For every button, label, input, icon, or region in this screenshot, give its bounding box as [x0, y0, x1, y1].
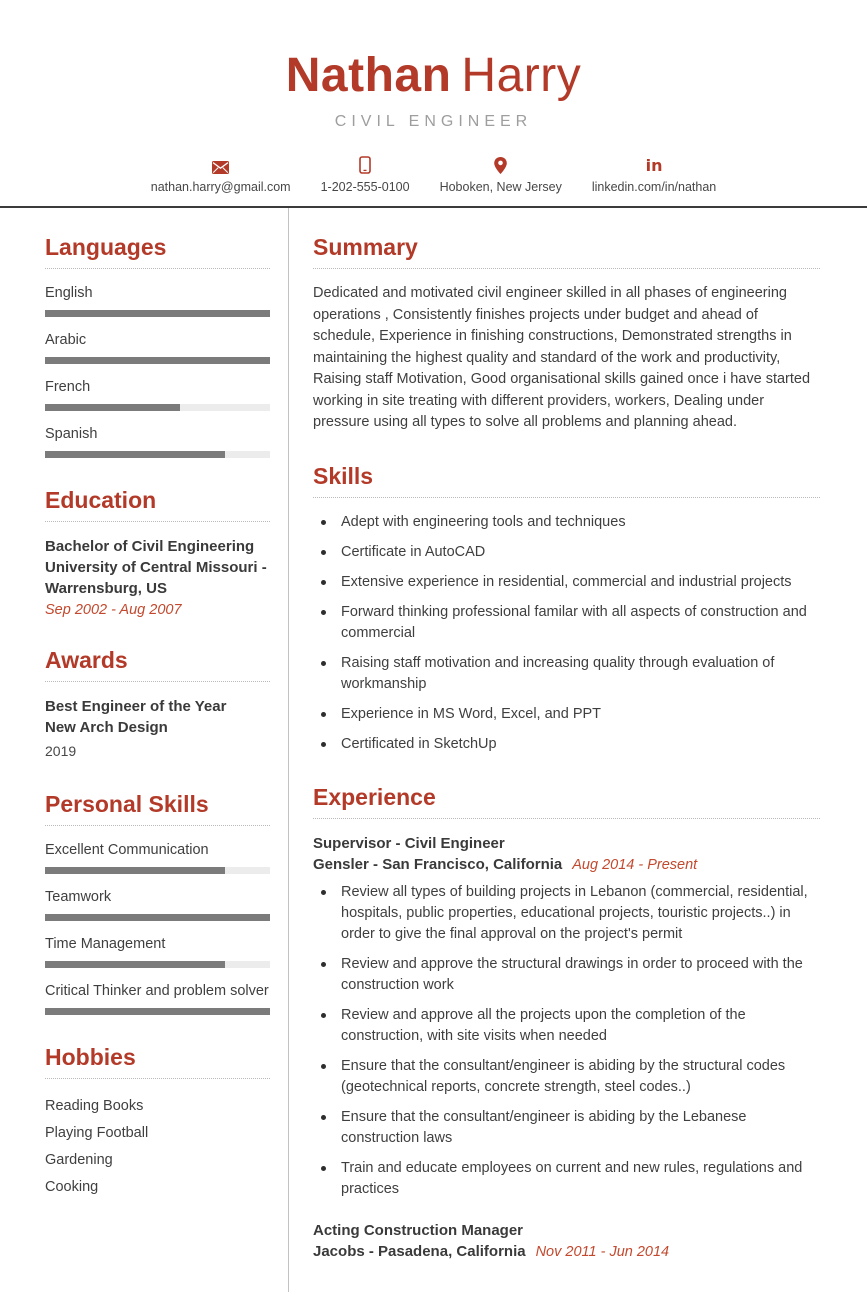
- skill-item: Certificate in AutoCAD: [313, 542, 820, 563]
- contact-linkedin[interactable]: [592, 156, 716, 194]
- section-summary: [313, 234, 820, 434]
- skill-item: Raising staff motivation and increasing quality through evaluation of workmanship: [313, 653, 820, 695]
- award-organization: New Arch Design: [45, 719, 168, 736]
- phone-icon: [359, 156, 371, 174]
- contact-phone-text: 1-202-555-0100: [320, 180, 410, 194]
- section-personal-skills: [45, 791, 270, 1015]
- job-bullet: Review and approve all the projects upon the completion of the construction, with site visits when needed: [313, 1005, 820, 1047]
- skill-item: Forward thinking professional familar with all aspects of construction and commercial: [313, 602, 820, 644]
- language-item: [45, 283, 270, 317]
- experience-job: [313, 1220, 820, 1263]
- language-label: Arabic: [45, 332, 87, 348]
- education-school: University of Central Missouri - Warrensburg, US: [45, 559, 267, 597]
- skills-heading: Skills: [313, 463, 820, 498]
- resume-body: [0, 208, 867, 1292]
- skill-item: Experience in MS Word, Excel, and PPT: [313, 704, 820, 725]
- education-degree: Bachelor of Civil Engineering: [45, 538, 255, 555]
- hobby-item: Reading Books: [45, 1098, 144, 1114]
- hobby-item: Cooking: [45, 1179, 99, 1195]
- job-company-line: [313, 854, 820, 876]
- contact-email[interactable]: [151, 156, 291, 194]
- personal-skill-level-bar: [45, 1008, 270, 1015]
- personal-skill-item: [45, 887, 270, 921]
- job-company: Jacobs - Pasadena, California: [313, 1242, 526, 1260]
- location-pin-icon: [494, 156, 507, 174]
- job-title: Supervisor - Civil Engineer: [313, 834, 505, 852]
- language-label: English: [45, 285, 93, 301]
- personal-skill-item: [45, 840, 270, 874]
- job-title: Acting Construction Manager: [313, 1221, 524, 1239]
- hobbies-heading: Hobbies: [45, 1044, 270, 1079]
- job-bullet-list: [313, 882, 820, 1200]
- main-column: [288, 208, 867, 1292]
- personal-skill-item: [45, 981, 270, 1015]
- personal-skill-level-bar: [45, 914, 270, 921]
- job-bullet: Ensure that the consultant/engineer is abiding by the structural codes (geotechnical reports, concrete strength, steel codes..): [313, 1056, 820, 1098]
- job-company-line: [313, 1241, 820, 1263]
- job-header: [313, 1220, 820, 1263]
- awards-heading: Awards: [45, 647, 270, 682]
- skill-item: Adept with engineering tools and techniques: [313, 512, 820, 533]
- languages-heading: Languages: [45, 234, 270, 269]
- contact-linkedin-text: linkedin.com/in/nathan: [591, 180, 717, 194]
- section-experience: [313, 784, 820, 1263]
- language-label: French: [45, 379, 91, 395]
- contact-row: [0, 156, 867, 194]
- language-item: [45, 330, 270, 364]
- job-dates: Nov 2011 - Jun 2014: [535, 1243, 670, 1260]
- language-level-bar: [45, 310, 270, 317]
- personal-skill-label: Time Management: [45, 936, 166, 952]
- skill-item: Certificated in SketchUp: [313, 734, 820, 755]
- job-dates: Aug 2014 - Present: [572, 856, 698, 873]
- section-education: [45, 487, 270, 618]
- personal-skill-label: Teamwork: [45, 889, 112, 905]
- first-name: Nathan: [285, 49, 452, 102]
- skills-list: [313, 512, 820, 755]
- summary-heading: Summary: [313, 234, 820, 269]
- job-bullet: Review and approve the structural drawings in order to proceed with the construction work: [313, 954, 820, 996]
- contact-location: [440, 156, 562, 194]
- last-name: Harry: [461, 49, 582, 102]
- language-label: Spanish: [45, 426, 98, 442]
- education-heading: Education: [45, 487, 270, 522]
- hobby-item: Gardening: [45, 1152, 113, 1168]
- experience-job: [313, 833, 820, 1200]
- personal-skill-item: [45, 934, 270, 968]
- contact-phone[interactable]: [321, 156, 410, 194]
- skill-item: Extensive experience in residential, commercial and industrial projects: [313, 572, 820, 593]
- award-title: Best Engineer of the Year: [45, 698, 227, 715]
- experience-heading: Experience: [313, 784, 820, 819]
- person-name: [0, 48, 867, 104]
- education-dates: Sep 2002 - Aug 2007: [45, 602, 182, 618]
- contact-location-text: Hoboken, New Jersey: [439, 180, 562, 194]
- hobby-item: Playing Football: [45, 1125, 149, 1141]
- job-bullet: Review all types of building projects in Lebanon (commercial, residential, hospitals, public properties, educational projects, touristic projects..) in order to give the final approval on the project's permit: [313, 882, 820, 945]
- contact-email-text: nathan.harry@gmail.com: [150, 180, 291, 194]
- language-level-bar: [45, 451, 270, 458]
- linkedin-icon: in: [645, 156, 663, 175]
- email-icon: [212, 156, 229, 174]
- personal-skill-label: Critical Thinker and problem solver: [45, 983, 269, 999]
- job-bullet: Train and educate employees on current and new rules, regulations and practices: [313, 1158, 820, 1200]
- job-company: Gensler - San Francisco, California: [313, 855, 563, 873]
- personal-skill-label: Excellent Communication: [45, 842, 209, 858]
- personal-skills-heading: Personal Skills: [45, 791, 270, 826]
- resume-header: [0, 0, 867, 194]
- language-item: [45, 424, 270, 458]
- language-level-bar: [45, 404, 270, 411]
- sidebar-column: [0, 208, 288, 1292]
- section-hobbies: [45, 1044, 270, 1201]
- section-awards: [45, 647, 270, 762]
- award-year: 2019: [45, 743, 77, 759]
- hobby-list: [45, 1093, 270, 1201]
- section-skills: [313, 463, 820, 755]
- language-level-bar: [45, 357, 270, 364]
- person-job-title: CIVIL ENGINEER: [334, 113, 533, 130]
- section-languages: [45, 234, 270, 458]
- language-item: [45, 377, 270, 411]
- personal-skill-level-bar: [45, 867, 270, 874]
- job-header: [313, 833, 820, 876]
- personal-skill-level-bar: [45, 961, 270, 968]
- summary-text: Dedicated and motivated civil engineer skilled in all phases of engineering operations , Consistently finishes projects under budget and ahead of schedule, Experience in finishing constructions, Demonstrated strengths in maintaining the highest quality and standard of the work and productivity, Raising staff Motivation, Good organisational skills gained once i have started working in site treating with different providers, workers, Dealing under pressure using all types to solve all problems and planning ahead.: [313, 285, 811, 430]
- job-bullet: Ensure that the consultant/engineer is abiding by the Lebanese construction laws: [313, 1107, 820, 1149]
